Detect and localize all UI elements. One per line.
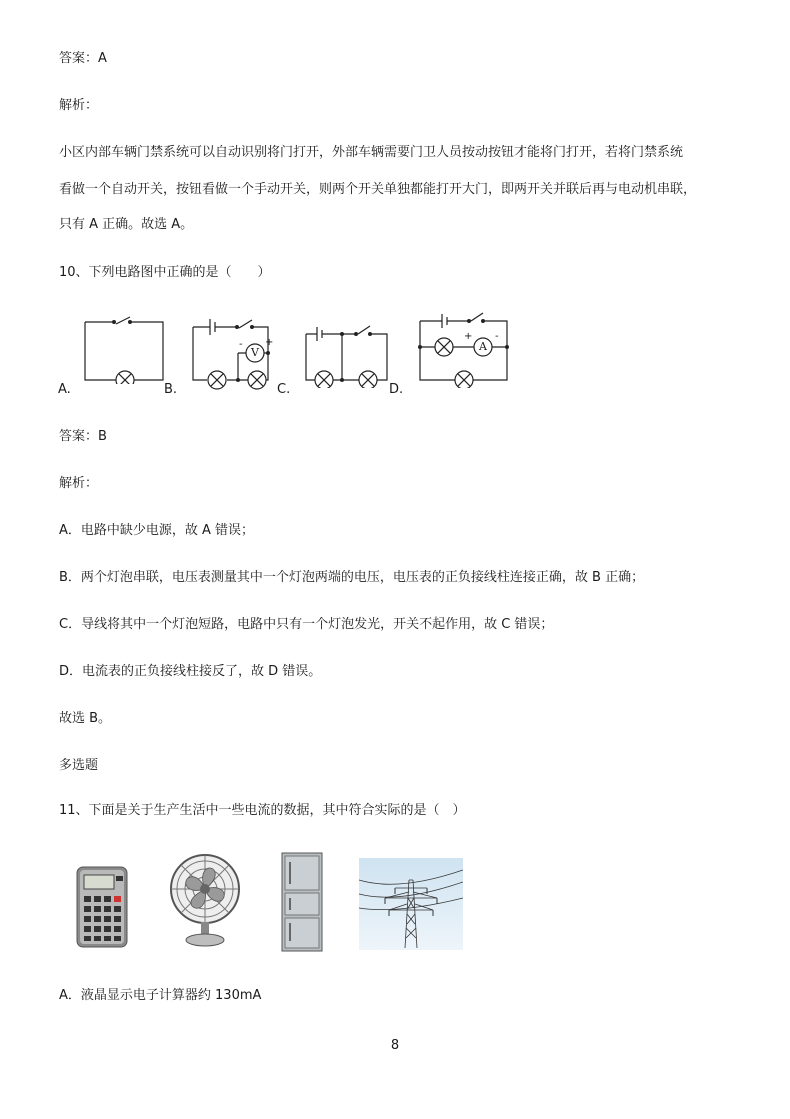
- q10-answer: 答案：B: [59, 429, 107, 444]
- refrigerator-icon: [281, 852, 323, 952]
- q11-question: 11、下面是关于生产生活中一些电流的数据，其中符合实际的是（ ）: [59, 803, 466, 818]
- option-c-label: C.: [277, 382, 291, 397]
- ammeter-plus-sign: +: [464, 331, 473, 342]
- voltmeter-plus-sign: +: [265, 337, 274, 348]
- option-d-label: D.: [389, 382, 404, 397]
- q10-analysis-c: C．导线将其中一个灯泡短路，电路中只有一个灯泡发光，开关不起作用，故 C 错误；: [59, 617, 554, 632]
- q11-option-a: A．液晶显示电子计算器约 130mA: [59, 988, 262, 1003]
- circuit-d-diagram: [416, 308, 512, 388]
- q10-analysis-b: B．两个灯泡串联，电压表测量其中一个灯泡两端的电压，电压表的正负接线柱连接正确，故 B 正确；: [59, 570, 645, 585]
- voltmeter-label: V: [251, 346, 259, 359]
- fan-icon: [168, 852, 242, 948]
- voltmeter-minus-sign: -: [239, 339, 243, 350]
- q9-answer: 答案：A: [59, 51, 107, 66]
- option-b-label: B.: [164, 382, 178, 397]
- circuit-a-diagram: [82, 314, 166, 384]
- option-a-label: A.: [58, 382, 71, 397]
- q10-analysis-d: D．电流表的正负接线柱接反了，故 D 错误。: [59, 664, 322, 679]
- q10-analysis-label: 解析：: [59, 476, 99, 491]
- ammeter-label: A: [479, 340, 487, 353]
- circuit-b-diagram: [190, 314, 274, 392]
- q9-analysis-label: 解析：: [59, 98, 99, 113]
- q10-analysis-a: A．电路中缺少电源，故 A 错误；: [59, 523, 255, 538]
- q9-analysis-line-3: 只有 A 正确。故选 A。: [59, 217, 194, 232]
- page-number: 8: [390, 1038, 400, 1053]
- q9-analysis-line-2: 看做一个自动开关，按钮看做一个手动开关，则两个开关单独都能打开大门，即两开关并联后再与电动机串联，: [59, 182, 697, 197]
- section-heading: 多选题: [59, 758, 99, 773]
- calculator-icon: [76, 866, 128, 948]
- power-tower-icon: [359, 858, 463, 950]
- q10-conclusion: 故选 B。: [59, 711, 112, 726]
- circuit-c-diagram: [303, 314, 389, 388]
- q10-question: 10、下列电路图中正确的是（ ）: [59, 265, 271, 280]
- q9-analysis-line-1: 小区内部车辆门禁系统可以自动识别将门打开，外部车辆需要门卫人员按动按钮才能将门打开，若将门禁系统: [59, 145, 684, 160]
- ammeter-minus-sign: -: [495, 331, 499, 342]
